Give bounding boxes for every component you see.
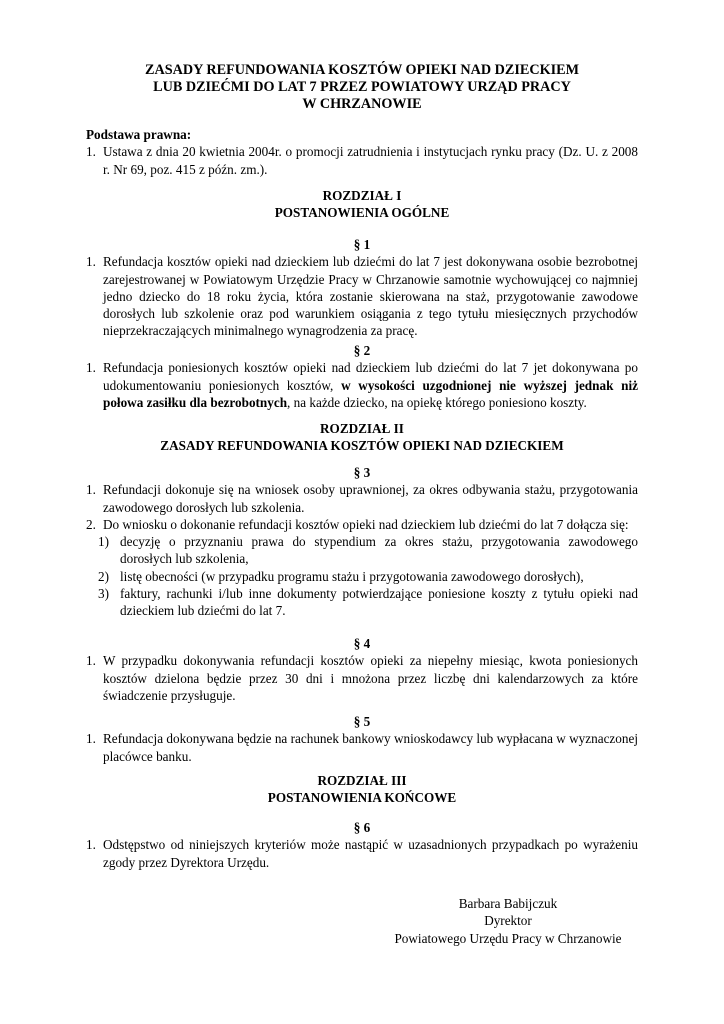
item-number: 1. <box>86 254 96 270</box>
sub-item <box>86 585 638 620</box>
section-mark: § 2 <box>353 343 371 358</box>
chapter-2-heading <box>86 420 638 455</box>
sub-item-text: decyzję o przyznaniu prawa do stypendium za okres stażu, przygotowania zawodowego dorosłych lub szkolenia, <box>120 534 638 567</box>
item-text-b: , na każde dziecko, na opiekę którego poniesiono koszty. <box>287 394 587 410</box>
section-mark: § 6 <box>353 820 371 835</box>
section-item <box>86 836 638 871</box>
item-number: 1. <box>86 360 96 376</box>
section-mark: § 4 <box>353 636 371 651</box>
section-6 <box>86 819 638 871</box>
section-mark: § 3 <box>353 465 371 480</box>
chapter-subtitle: POSTANOWIENIA OGÓLNE <box>274 205 450 221</box>
section-item <box>86 481 638 516</box>
legal-basis-heading: Podstawa prawna: <box>86 127 192 142</box>
item-text: Refundacja dokonywana będzie na rachunek bankowy wnioskodawcy lub wypłacana w wyznaczonej placówce banku. <box>103 731 638 764</box>
item-number: 1. <box>86 653 96 669</box>
legal-basis <box>86 126 638 178</box>
item-number: 1. <box>86 731 96 747</box>
section-2 <box>86 342 638 411</box>
signatory-office: Powiatowego Urzędu Pracy w Chrzanowie <box>394 930 622 946</box>
item-text: Odstępstwo od niniejszych kryteriów może nastąpić w uzasadnionych przypadkach po wyrażeniu zgody przez Dyrektora Urzędu. <box>103 837 638 870</box>
legal-basis-item <box>86 143 638 178</box>
item-text: W przypadku dokonywania refundacji kosztów opieki za niepełny miesiąc, kwota poniesionych kosztów dzielona będzie przez 30 dni i mnożona przez liczbę dni kalendarzowych za które świadczenie przysługuje. <box>103 653 638 703</box>
sub-item <box>86 533 638 568</box>
item-text: Refundacja kosztów opieki nad dzieckiem lub dziećmi do lat 7 jest dokonywana osobie bezrobotnej zarejestrowanej w Powiatowym Urzędzie Pracy w Chrzanowie samotnie wychowującej co najmniej jedno dziecko do 18 roku życia, która zostanie skierowana na staż, przygotowanie zawodowe dorosłych lub szkolenie oraz pod warunkiem osiągania z tego tytułu miesięcznych przychodów nieprzekraczających minimalnego wynagrodzenia za pracę. <box>103 254 638 339</box>
item-text-a: Refundacja poniesionych kosztów opieki nad dzieckiem lub dziećmi do lat 7 jet dokonywana po udokumentowaniu poniesionych kosztów, <box>103 360 638 393</box>
sub-item-number: 1) <box>98 534 109 550</box>
section-mark: § 5 <box>353 714 371 729</box>
document-title <box>86 62 638 113</box>
item-text: Refundacji dokonuje się na wniosek osoby uprawnionej, za okres odbywania stażu, przygotowania zawodowego dorosłych lub szkolenia. <box>103 482 638 515</box>
title-line-1: ZASADY REFUNDOWANIA KOSZTÓW OPIEKI NAD DZIECKIEM <box>145 62 579 78</box>
section-item <box>86 253 638 339</box>
sub-item-number: 3) <box>98 586 109 602</box>
item-text: Ustawa z dnia 20 kwietnia 2004r. o promocji zatrudnienia i instytucjach rynku pracy (Dz. U. z 2008 r. Nr 69, poz. 415 z późn. zm.). <box>103 144 638 177</box>
item-number: 1. <box>86 144 96 160</box>
section-4 <box>86 635 638 704</box>
section-item <box>86 730 638 765</box>
title-line-2: LUB DZIEĆMI DO LAT 7 PRZEZ POWIATOWY URZĄD PRACY <box>153 79 571 95</box>
item-number: 2. <box>86 516 96 532</box>
sub-item <box>86 568 638 585</box>
chapter-title: ROZDZIAŁ III <box>317 773 407 788</box>
title-line-3: W CHRZANOWIE <box>302 96 422 112</box>
sub-item-text: faktury, rachunki i/lub inne dokumenty potwierdzające poniesione koszty z tytułu opieki nad dzieckiem lub dziećmi do lat 7. <box>120 586 638 619</box>
section-item <box>86 359 638 411</box>
section-item <box>86 516 638 533</box>
chapter-subtitle: POSTANOWIENIA KOŃCOWE <box>267 790 457 806</box>
chapter-3-heading <box>86 772 638 807</box>
item-number: 1. <box>86 837 96 853</box>
section-mark: § 1 <box>353 237 371 252</box>
chapter-subtitle: ZASADY REFUNDOWANIA KOSZTÓW OPIEKI NAD DZIECKIEM <box>160 438 564 454</box>
section-5 <box>86 713 638 765</box>
sub-item-number: 2) <box>98 568 109 584</box>
signature-block <box>378 895 638 947</box>
item-text: Do wniosku o dokonanie refundacji kosztów opieki nad dzieckiem lub dziećmi do lat 7 dołącza się: <box>103 516 629 532</box>
item-text-bold: w wysokości uzgodnionej nie wyższej jednak niż połowa zasiłku dla bezrobotnych <box>103 377 638 410</box>
item-number: 1. <box>86 482 96 498</box>
chapter-1-heading <box>86 187 638 222</box>
sub-item-text: listę obecności (w przypadku programu stażu i przygotowania zawodowego dorosłych), <box>120 568 584 584</box>
chapter-title: ROZDZIAŁ II <box>320 421 404 436</box>
section-1 <box>86 236 638 340</box>
signatory-role: Dyrektor <box>484 913 532 929</box>
section-3 <box>86 464 638 620</box>
signatory-name: Barbara Babijczuk <box>458 896 558 911</box>
section-item <box>86 652 638 704</box>
chapter-title: ROZDZIAŁ I <box>322 188 402 203</box>
